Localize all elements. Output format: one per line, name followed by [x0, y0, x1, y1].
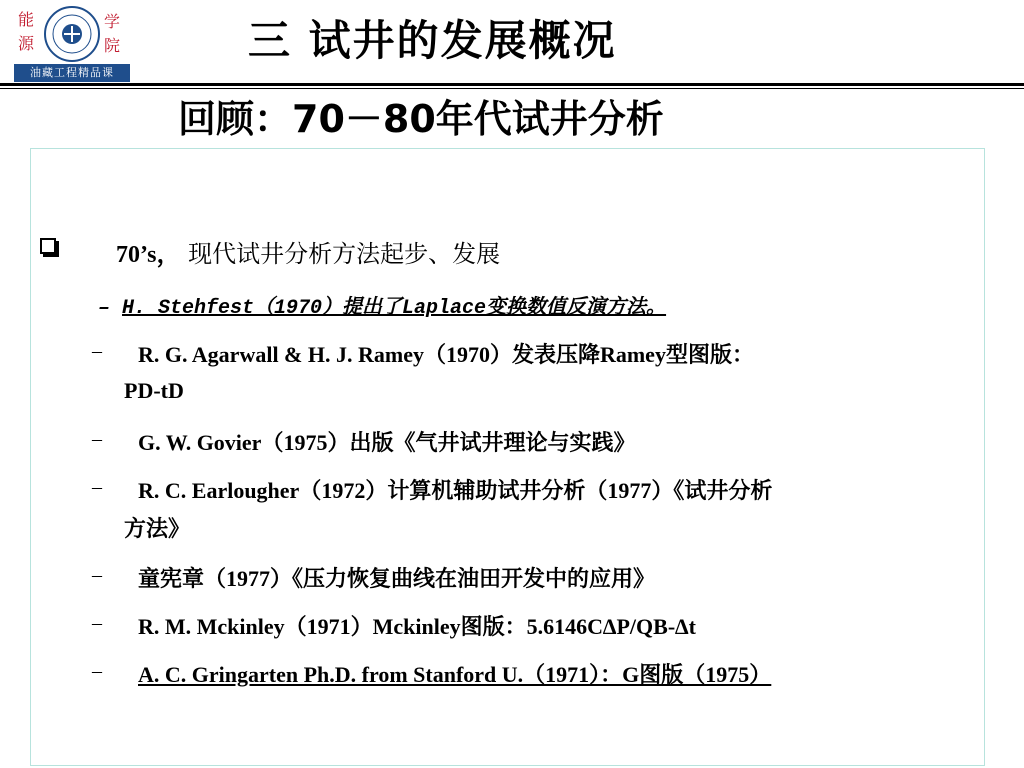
list-dash: –: [92, 428, 102, 450]
stehfest-dash: –: [98, 297, 123, 320]
university-seal-icon: [42, 4, 102, 64]
list-item-agarwall-cont: PD-tD: [124, 378, 184, 403]
list-dash: –: [92, 612, 102, 634]
list-dash: –: [92, 476, 102, 498]
page-title: 三 试井的发展概况: [248, 16, 617, 65]
course-banner: 油藏工程精品课: [14, 64, 130, 82]
headline-text: 现代试井分析方法起步、发展: [180, 240, 501, 268]
section-headline: [116, 234, 500, 269]
list-dash: –: [92, 660, 102, 682]
list-item-govier: G. W. Govier（1975）出版《气井试井理论与实践》: [138, 430, 636, 455]
list-item-gringarten: A. C. Gringarten Ph.D. from Stanford U.（1971）：G图版（1975）: [138, 662, 772, 687]
logo-char-right-bottom: 院: [104, 36, 121, 55]
logo-char-left-bottom: 源: [18, 34, 35, 53]
list-item-agarwall: R. G. Agarwall & H. J. Ramey（1970）发表压降Ramey型图版：: [138, 342, 754, 367]
list-item-mckinley: R. M. Mckinley（1971）Mckinley图版：5.6146C∆P/QB-∆t: [138, 614, 696, 639]
list-item-tong: 童宪章（1977）《压力恢复曲线在油田开发中的应用》: [138, 566, 656, 591]
institute-logo: [12, 4, 132, 84]
logo-char-left-top: 能: [18, 10, 35, 29]
headline-decade: 70’s，: [116, 242, 181, 268]
checkbox-bullet-icon: [40, 238, 56, 254]
page-subtitle: 回顾：70－80年代试井分析: [178, 97, 664, 141]
list-dash: –: [92, 340, 102, 362]
logo-char-right-top: 学: [104, 12, 121, 31]
list-dash: –: [92, 564, 102, 586]
stehfest-text: H. Stehfest（1970）提出了Laplace变换数值反演方法。: [122, 297, 667, 320]
list-item-earlougher-cont: 方法》: [124, 516, 191, 541]
title-divider: [0, 83, 1024, 86]
stehfest-item: [98, 290, 666, 320]
list-item-earlougher: R. C. Earlougher（1972）计算机辅助试井分析（1977）《试井分析: [138, 478, 773, 503]
